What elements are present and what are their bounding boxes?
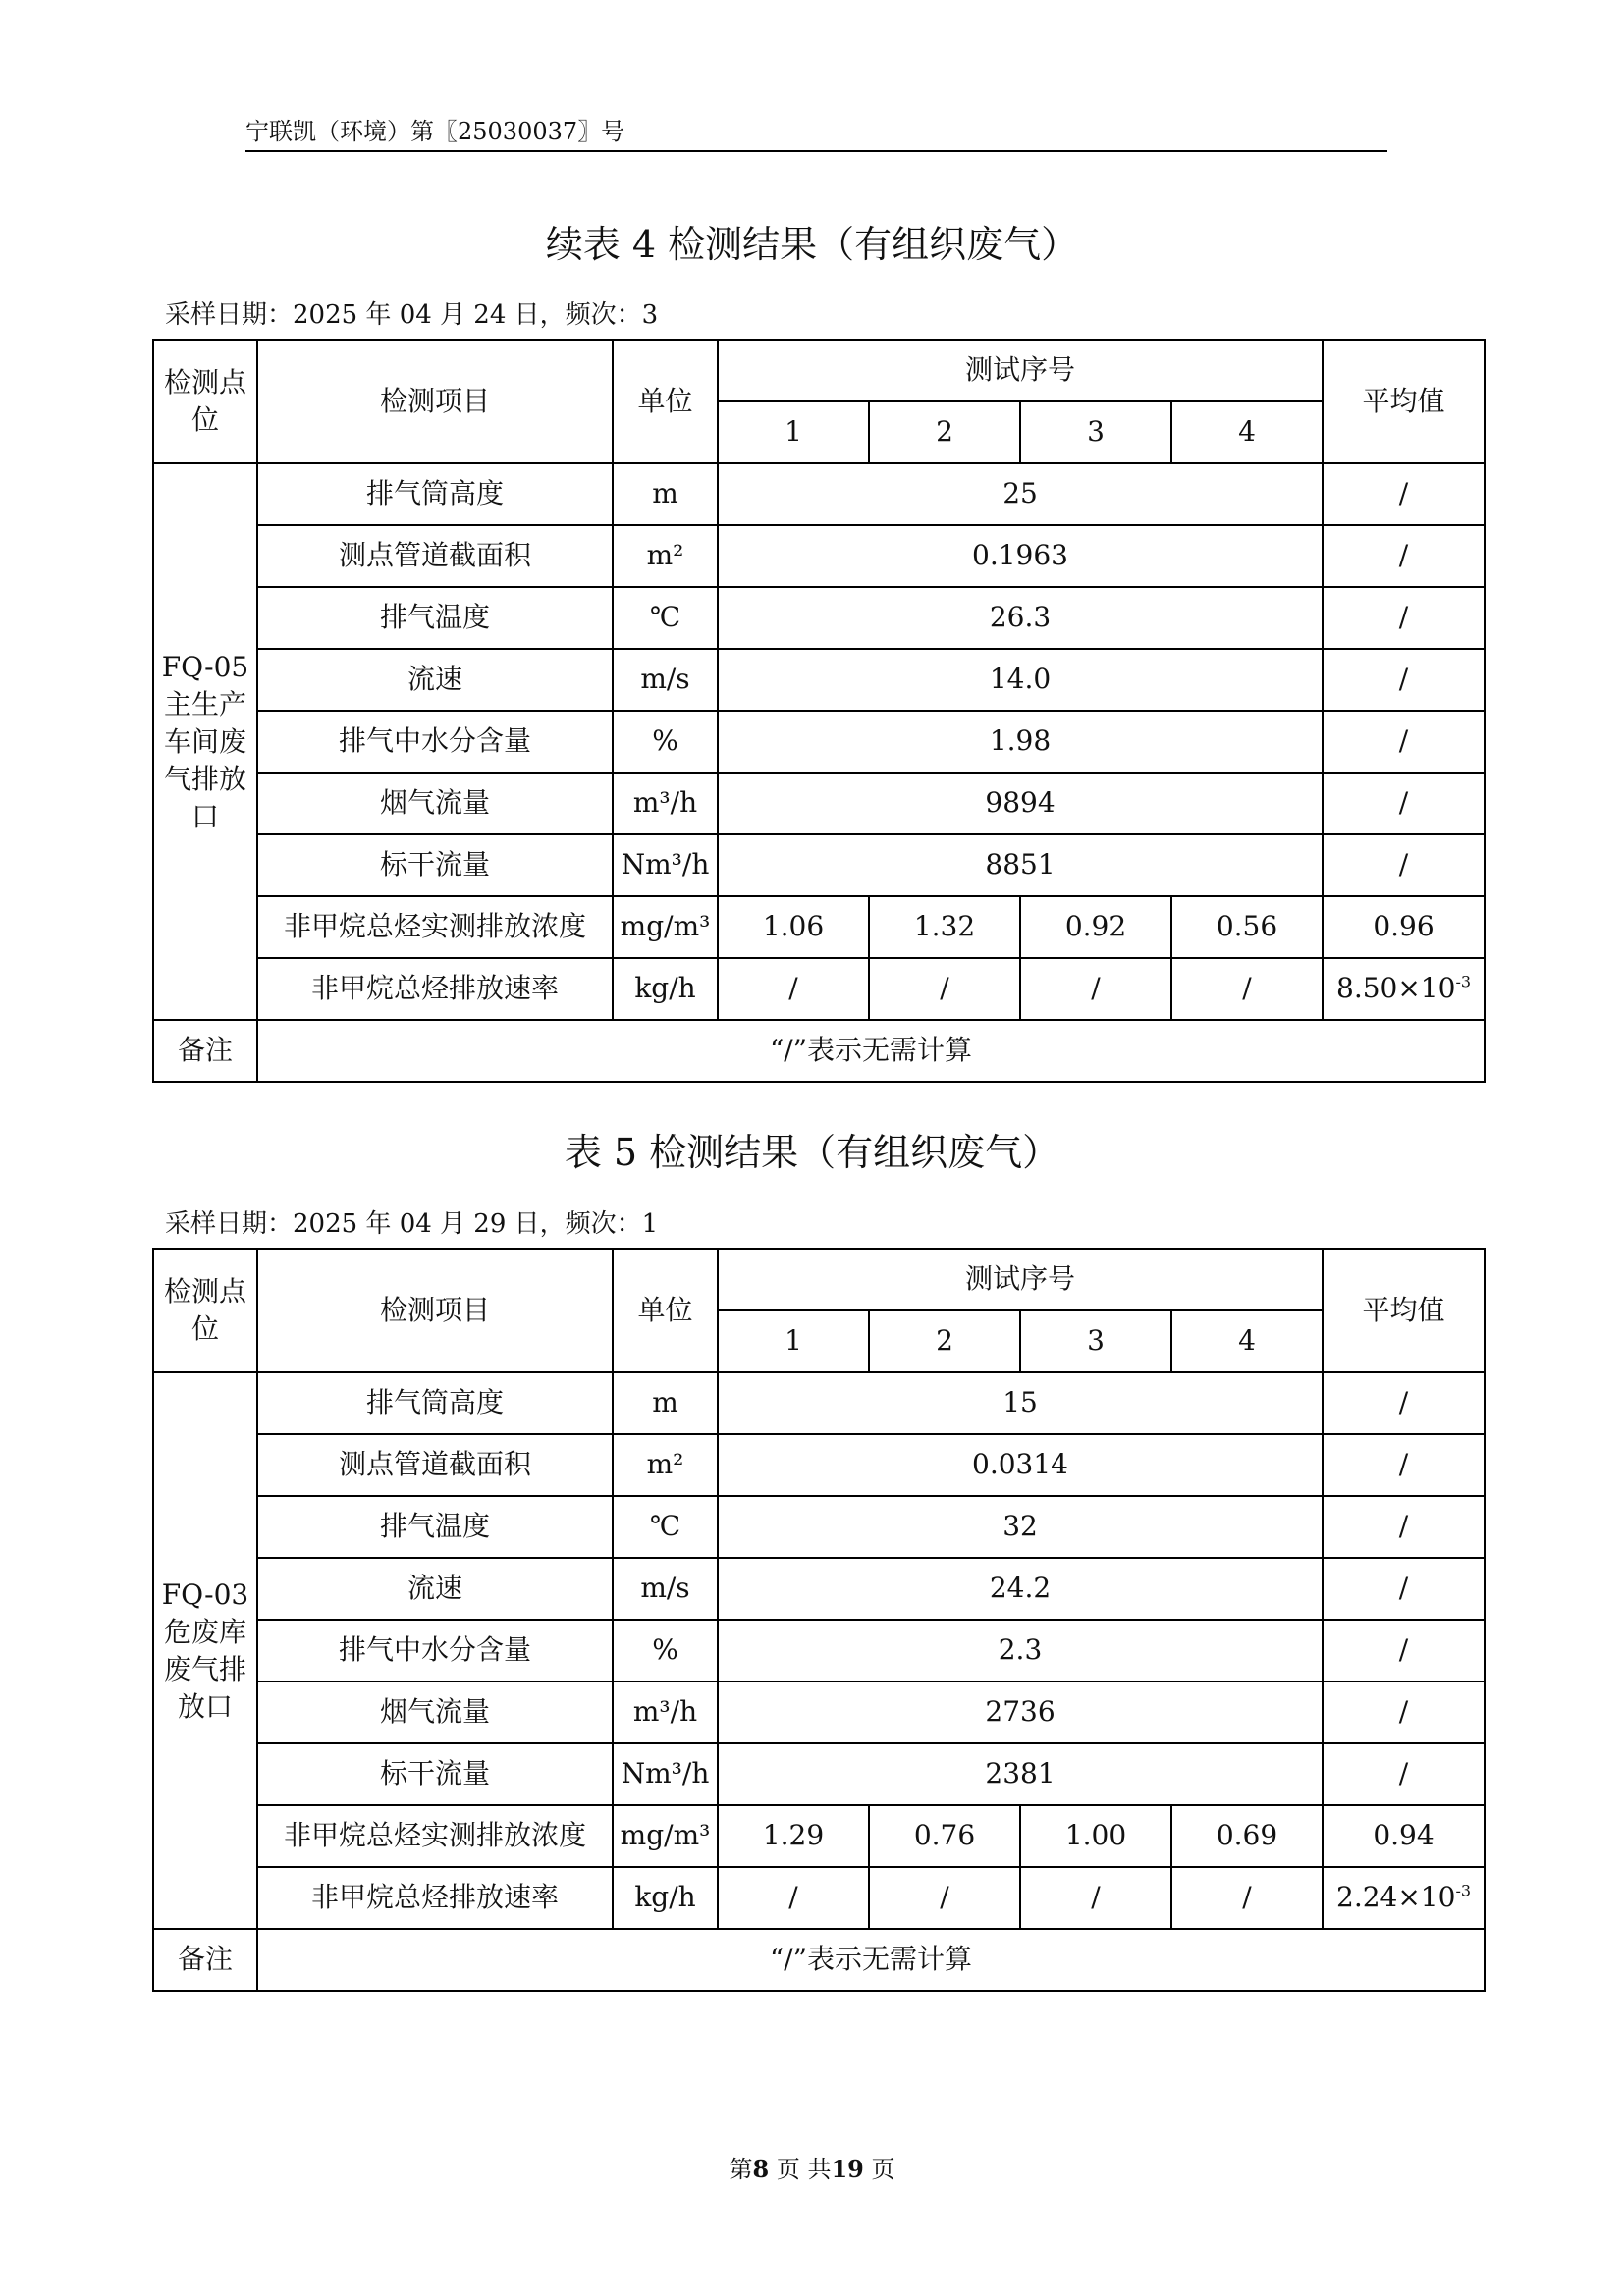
footer-prefix: 第: [729, 2156, 753, 2183]
avg-cell: /: [1323, 463, 1485, 525]
value-cell-4: 0.56: [1171, 896, 1323, 958]
avg-cell: /: [1323, 711, 1485, 773]
avg-rate-base: 2.24×10: [1336, 1881, 1456, 1914]
avg-cell: /: [1323, 1372, 1485, 1434]
value-cell-1: 1.29: [718, 1805, 869, 1867]
table-row: [153, 958, 1485, 1020]
monitoring-point: FQ-03危废库废气排放口: [153, 1372, 257, 1929]
avg-cell: /: [1323, 1496, 1485, 1558]
avg-cell: /: [1323, 1434, 1485, 1496]
table-row: [153, 1682, 1485, 1743]
item-cell: 流速: [257, 1558, 613, 1620]
column-header-unit: 单位: [613, 340, 718, 463]
item-cell: 非甲烷总烃排放速率: [257, 958, 613, 1020]
column-header-item: 检测项目: [257, 340, 613, 463]
value-cell-4: 0.69: [1171, 1805, 1323, 1867]
results-table: [152, 1248, 1486, 1992]
value-cell-4: /: [1171, 1867, 1323, 1929]
unit-cell: m/s: [613, 649, 718, 711]
total-page-count: 19: [831, 2155, 864, 2183]
table-row: [153, 1434, 1485, 1496]
value-cell-3: 0.92: [1020, 896, 1171, 958]
column-header-seq-3: 3: [1020, 401, 1171, 463]
column-header-seq-1: 1: [718, 1310, 869, 1372]
item-cell: 非甲烷总烃实测排放浓度: [257, 1805, 613, 1867]
item-cell: 标干流量: [257, 1743, 613, 1805]
value-cell-1: /: [718, 958, 869, 1020]
column-header-seq: 测试序号: [718, 1249, 1323, 1310]
column-header-seq-1: 1: [718, 401, 869, 463]
monitoring-point: FQ-05主生产车间废气排放口: [153, 463, 257, 1020]
table-row: [153, 1372, 1485, 1434]
column-header-seq-3: 3: [1020, 1310, 1171, 1372]
value-cell: 2736: [718, 1682, 1323, 1743]
note-row: [153, 1020, 1485, 1082]
value-cell: 32: [718, 1496, 1323, 1558]
current-page-number: 8: [752, 2155, 770, 2183]
avg-cell: /: [1323, 1743, 1485, 1805]
table-row: [153, 1496, 1485, 1558]
column-header-seq-2: 2: [869, 401, 1020, 463]
value-cell-3: /: [1020, 1867, 1171, 1929]
avg-cell: /: [1323, 525, 1485, 587]
table-row: [153, 1743, 1485, 1805]
unit-cell: ℃: [613, 1496, 718, 1558]
avg-cell: /: [1323, 834, 1485, 896]
item-cell: 排气筒高度: [257, 463, 613, 525]
value-cell-2: 1.32: [869, 896, 1020, 958]
item-cell: 非甲烷总烃排放速率: [257, 1867, 613, 1929]
column-header-avg: 平均值: [1323, 340, 1485, 463]
unit-cell: kg/h: [613, 1867, 718, 1929]
table-row: [153, 896, 1485, 958]
item-cell: 排气温度: [257, 587, 613, 649]
value-cell: 26.3: [718, 587, 1323, 649]
unit-cell: m/s: [613, 1558, 718, 1620]
value-cell-2: /: [869, 1867, 1020, 1929]
table-row: [153, 773, 1485, 834]
unit-cell: kg/h: [613, 958, 718, 1020]
value-cell-2: /: [869, 958, 1020, 1020]
table-row: [153, 587, 1485, 649]
table-row: [153, 463, 1485, 525]
value-cell: 25: [718, 463, 1323, 525]
unit-cell: %: [613, 711, 718, 773]
unit-cell: Nm³/h: [613, 834, 718, 896]
value-cell-3: /: [1020, 958, 1171, 1020]
note-text: “/”表示无需计算: [257, 1020, 1485, 1082]
footer-middle: 页 共: [776, 2156, 832, 2183]
item-cell: 烟气流量: [257, 773, 613, 834]
page-footer: [0, 2150, 1624, 2184]
value-cell: 14.0: [718, 649, 1323, 711]
unit-cell: mg/m³: [613, 1805, 718, 1867]
value-cell: 0.1963: [718, 525, 1323, 587]
value-cell: 1.98: [718, 711, 1323, 773]
sampling-info: 采样日期：2025 年 04 月 24 日，频次：3: [165, 300, 659, 330]
column-header-item: 检测项目: [257, 1249, 613, 1372]
value-cell-4: /: [1171, 958, 1323, 1020]
unit-cell: %: [613, 1620, 718, 1682]
avg-cell: [1323, 958, 1485, 1020]
unit-cell: Nm³/h: [613, 1743, 718, 1805]
table-row: [153, 1867, 1485, 1929]
value-cell: 2381: [718, 1743, 1323, 1805]
table-row: [153, 525, 1485, 587]
avg-cell: /: [1323, 1682, 1485, 1743]
value-cell-1: /: [718, 1867, 869, 1929]
value-cell-1: 1.06: [718, 896, 869, 958]
column-header-seq-4: 4: [1171, 1310, 1323, 1372]
sampling-info: 采样日期：2025 年 04 月 29 日，频次：1: [165, 1209, 659, 1239]
document-reference: 宁联凯（环境）第〖25030037〗号: [245, 118, 625, 145]
value-cell: 2.3: [718, 1620, 1323, 1682]
value-cell-3: 1.00: [1020, 1805, 1171, 1867]
avg-rate-exponent: -3: [1455, 1881, 1472, 1900]
column-header-unit: 单位: [613, 1249, 718, 1372]
avg-cell: /: [1323, 1620, 1485, 1682]
avg-rate-exponent: -3: [1455, 972, 1472, 991]
avg-cell: /: [1323, 587, 1485, 649]
unit-cell: m: [613, 463, 718, 525]
column-header-seq-2: 2: [869, 1310, 1020, 1372]
footer-suffix: 页: [871, 2156, 895, 2183]
item-cell: 测点管道截面积: [257, 1434, 613, 1496]
value-cell: 24.2: [718, 1558, 1323, 1620]
unit-cell: m²: [613, 525, 718, 587]
unit-cell: m²: [613, 1434, 718, 1496]
table-title: 表 5 检测结果（有组织废气）: [564, 1131, 1060, 1174]
value-cell-2: 0.76: [869, 1805, 1020, 1867]
table-title: 续表 4 检测结果（有组织废气）: [545, 223, 1079, 266]
column-header-point: 检测点位: [153, 1249, 257, 1372]
unit-cell: m³/h: [613, 1682, 718, 1743]
table-row: [153, 1620, 1485, 1682]
column-header-point: 检测点位: [153, 340, 257, 463]
avg-cell: /: [1323, 1558, 1485, 1620]
note-label: 备注: [153, 1020, 257, 1082]
unit-cell: mg/m³: [613, 896, 718, 958]
avg-cell: /: [1323, 773, 1485, 834]
results-table: [152, 339, 1486, 1083]
value-cell: 0.0314: [718, 1434, 1323, 1496]
table-row: [153, 1805, 1485, 1867]
unit-cell: m: [613, 1372, 718, 1434]
note-label: 备注: [153, 1929, 257, 1991]
avg-rate-base: 8.50×10: [1336, 972, 1456, 1005]
unit-cell: m³/h: [613, 773, 718, 834]
item-cell: 烟气流量: [257, 1682, 613, 1743]
item-cell: 标干流量: [257, 834, 613, 896]
table-row: [153, 649, 1485, 711]
table-row: [153, 711, 1485, 773]
item-cell: 排气中水分含量: [257, 1620, 613, 1682]
unit-cell: ℃: [613, 587, 718, 649]
item-cell: 排气中水分含量: [257, 711, 613, 773]
column-header-avg: 平均值: [1323, 1249, 1485, 1372]
value-cell: 8851: [718, 834, 1323, 896]
item-cell: 流速: [257, 649, 613, 711]
note-row: [153, 1929, 1485, 1991]
document-header: [245, 113, 1387, 152]
column-header-seq-4: 4: [1171, 401, 1323, 463]
item-cell: 排气筒高度: [257, 1372, 613, 1434]
value-cell: 15: [718, 1372, 1323, 1434]
table-row: [153, 834, 1485, 896]
value-cell: 9894: [718, 773, 1323, 834]
item-cell: 排气温度: [257, 1496, 613, 1558]
avg-cell: 0.94: [1323, 1805, 1485, 1867]
avg-cell: 0.96: [1323, 896, 1485, 958]
item-cell: 非甲烷总烃实测排放浓度: [257, 896, 613, 958]
item-cell: 测点管道截面积: [257, 525, 613, 587]
avg-cell: /: [1323, 649, 1485, 711]
note-text: “/”表示无需计算: [257, 1929, 1485, 1991]
avg-cell: [1323, 1867, 1485, 1929]
column-header-seq: 测试序号: [718, 340, 1323, 401]
table-row: [153, 1558, 1485, 1620]
